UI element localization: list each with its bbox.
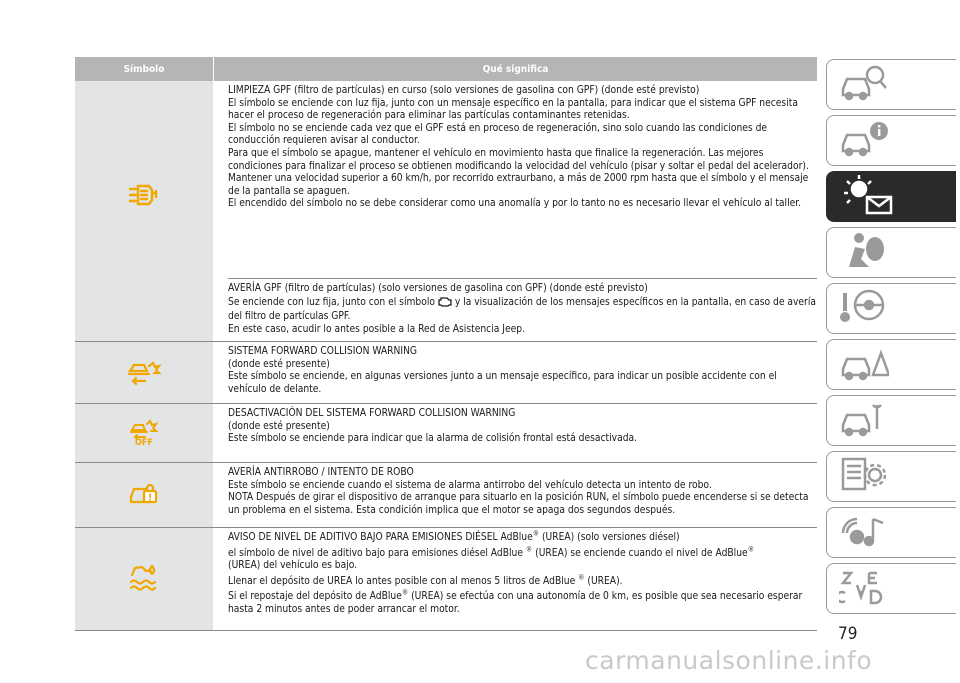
paragraph: NOTA Después de girar el dispositivo de arranque para situarlo en la posición RUN, el símbolo puede encenderse si se detecta un problema en el sistema. Esta condición implica que el motor se apaga dos segundos después.: [228, 492, 809, 516]
forward-collision-off-icon: [129, 418, 159, 448]
tab-servicing[interactable]: [826, 395, 956, 446]
engine-check-icon: [438, 296, 452, 312]
text-run: (UREA) (solo versiones diésel): [539, 532, 680, 543]
car-service-icon: [839, 399, 889, 443]
text-run: Si el repostaje del depósito de AdBlue: [228, 591, 402, 603]
paragraph: AVERÍA GPF (filtro de partículas) (solo versiones de gasolina con GPF) (donde esté previsto): [228, 283, 648, 294]
symbol-cell: [75, 81, 213, 341]
paragraph: (donde esté presente): [228, 358, 330, 370]
text-run: AVISO DE NIVEL DE ADITIVO BAJO PARA EMISIONES DIÉSEL AdBlue: [228, 532, 533, 543]
tab-multimedia[interactable]: [826, 507, 956, 558]
text-run: el símbolo de nivel de aditivo bajo para emisiones diésel AdBlue: [228, 547, 526, 559]
tab-emergency[interactable]: [826, 339, 956, 390]
tab-technical-data[interactable]: [826, 451, 956, 502]
registered-mark: ®: [401, 588, 409, 597]
paragraph: El encendido del símbolo no se debe considerar como una anomalía y por lo tanto no es necesario llevar el vehículo al taller.: [228, 198, 802, 210]
symbol-cell: [75, 404, 213, 462]
paragraph: LIMPIEZA GPF (filtro de partículas) en curso (solo versiones de gasolina con GPF) (donde esté previsto): [228, 85, 700, 96]
off-label: OFF: [135, 438, 153, 448]
table-row: [75, 528, 817, 631]
paragraph: El símbolo no se enciende cada vez que el GPF está en proceso de regeneración, sino solo cuando las condiciones de conducción requieren avisar al conductor.: [228, 122, 768, 147]
table-row: [75, 342, 817, 404]
paragraph: AVERÍA ANTIRROBO / INTENTO DE ROBO: [228, 467, 414, 478]
registered-mark: ®: [747, 545, 754, 554]
registered-mark: ®: [578, 573, 585, 582]
tab-safety[interactable]: [826, 227, 956, 278]
text-run: y la visualización de los mensajes específicos en la pantalla, en caso de avería del filtro de partículas GPF.: [228, 296, 816, 323]
text-run: (UREA) del vehículo es bajo.: [228, 560, 358, 572]
paragraph: [228, 573, 817, 589]
paragraph: Este símbolo se enciende cuando el sistema de alarma antirrobo del vehículo detecta un intento de robo.: [228, 479, 712, 491]
text-run: (UREA) se efectúa con una autonomía de 0 km, es posible que sea necesario esperar hasta 2 minutos antes de poder arrancar el motor.: [228, 591, 803, 615]
adblue-text: [213, 528, 817, 630]
paragraph: Este símbolo se enciende para indicar que la alarma de colisión frontal está desactivada.: [228, 433, 638, 445]
table-row: [75, 463, 817, 528]
tab-instruments[interactable]: [826, 115, 956, 166]
key-steering-wheel-icon: [839, 287, 889, 331]
table-row: [75, 81, 817, 342]
paragraph: En este caso, acudir lo antes posible a la Red de Asistencia Jeep.: [228, 323, 525, 335]
forward-collision-icon: [127, 357, 161, 389]
text-run: Llenar el depósito de UREA lo antes posible con al menos 5 litros de AdBlue: [228, 575, 579, 587]
registered-mark: ®: [525, 545, 533, 554]
table-row: [75, 404, 817, 463]
paragraph: DESACTIVACIÓN DEL SISTEMA FORWARD COLLISION WARNING: [228, 408, 516, 419]
text-run: (UREA) se enciende cuando el nivel de AdBlue: [532, 547, 748, 559]
paragraph: Este símbolo se enciende, en algunas versiones junto a un mensaje específico, para indicar un posible accidente con el vehículo de delante.: [228, 371, 777, 395]
symbol-cell: [75, 463, 213, 527]
gpf-cleaning-text: [228, 81, 817, 278]
header-symbol: Símbolo: [75, 57, 214, 81]
warning-light-message-icon: [839, 173, 899, 221]
airbag-passenger-icon: [839, 231, 889, 275]
paragraph: El símbolo se enciende con luz fija, junto con un mensaje específico en la pantalla, para indicar que el sistema GPF necesita hacer el proceso de regeneración para eliminar las partículas contaminantes retenidas.: [228, 97, 798, 122]
paragraph: Mantener una velocidad superior a 60 km/h, por recorrido extraurbano, a más de 2000 rpm hasta que el símbolo y el mensaje de la pantalla se apaguen.: [228, 173, 809, 197]
paragraph: [228, 588, 817, 616]
multimedia-icon: [839, 511, 889, 555]
adblue-low-level-icon: [128, 562, 160, 596]
paragraph: [228, 296, 817, 324]
symbol-cell: [75, 342, 213, 403]
anti-theft-fault-icon: [129, 481, 159, 509]
fcw-text: [213, 342, 817, 403]
gpf-filter-icon: [128, 182, 160, 212]
paragraph: [228, 529, 817, 545]
watermark: carmanualsonline.info: [585, 646, 873, 675]
fcw-off-text: [213, 404, 817, 462]
alphabetical-index-icon: [839, 567, 889, 611]
symbol-cell: [75, 528, 213, 630]
header-meaning: Qué significa: [482, 63, 549, 75]
tab-starting-driving[interactable]: [826, 283, 956, 334]
text-run: Se enciende con luz fija, junto con el símbolo: [228, 296, 435, 308]
tab-getting-to-know[interactable]: [826, 59, 956, 110]
car-emergency-icon: [839, 343, 889, 387]
tab-warning-lights[interactable]: [826, 171, 956, 222]
specs-gear-icon: [839, 455, 889, 499]
car-search-icon: [839, 63, 889, 107]
warning-lights-table: [75, 57, 817, 631]
paragraph: SISTEMA FORWARD COLLISION WARNING: [228, 346, 418, 357]
tab-index[interactable]: [826, 563, 956, 614]
paragraph: [228, 545, 817, 573]
paragraph: (donde esté presente): [228, 420, 330, 432]
gpf-fault-text: [228, 278, 817, 341]
registered-mark: ®: [532, 529, 540, 538]
page-number: 79: [838, 624, 858, 644]
table-header: [75, 57, 817, 81]
text-run: (UREA).: [584, 575, 623, 587]
anti-theft-text: [213, 463, 817, 527]
car-info-icon: [839, 119, 889, 163]
paragraph: Para que el símbolo se apague, mantener el vehículo en movimiento hasta que finalice la regeneración. Las mejores condiciones para finalizar el proceso se obtienen modificando la velocidad del vehículo (pisar y soltar el pedal del acelerador).: [228, 147, 809, 172]
